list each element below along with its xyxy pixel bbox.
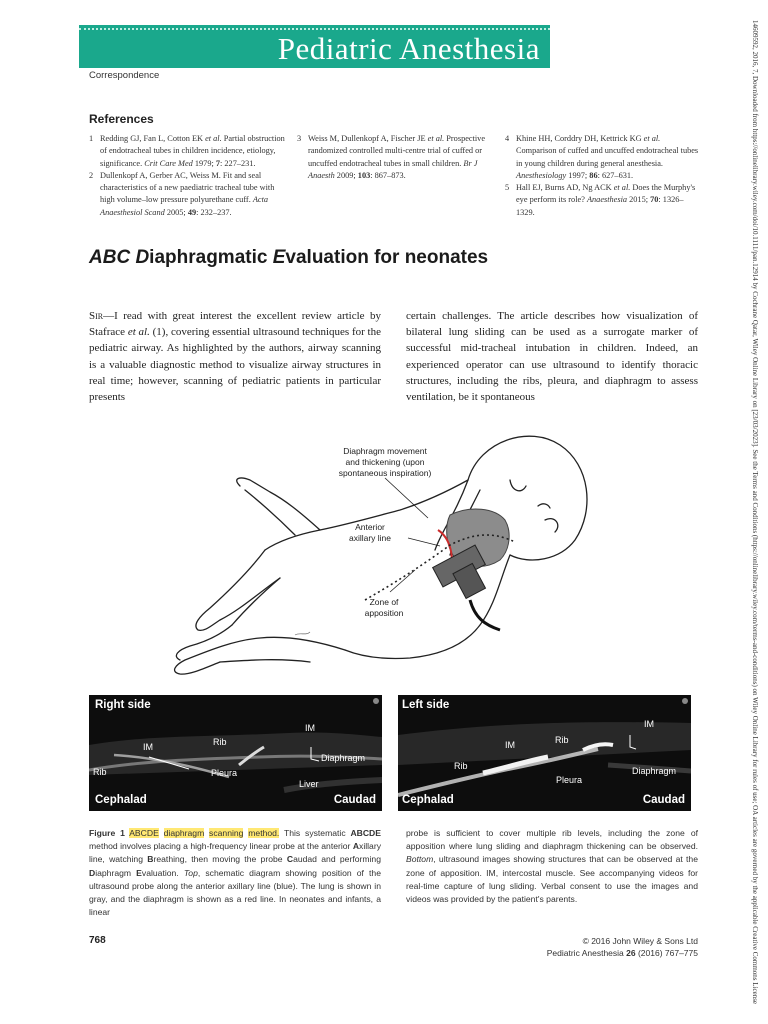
label-diaphragm-movement: Diaphragm movement — [343, 446, 427, 456]
journal-masthead — [79, 25, 550, 68]
body-column-1: Sir—I read with great interest the excellent review article by Stafrace et al. (1), covering essential ultrasound techniques for the pediatric airway. As highlighted by the authors, airway scanning is a valuable diagnostic method to visualize airway structures in real time; however, scanning of pediatric patients in particular presents — [89, 310, 381, 404]
journal-title: Pediatric Anesthesia — [277, 31, 540, 66]
masthead-dots — [79, 28, 550, 30]
illustrator-signature — [295, 632, 310, 635]
article-title: ABC Diaphragmatic Evaluation for neonates — [89, 247, 489, 268]
us-label-im: IM — [644, 719, 654, 729]
infant-schematic — [150, 420, 595, 682]
us-caudad-label: Caudad — [333, 794, 376, 806]
label-anterior-axillary: Anterior — [355, 522, 385, 532]
label-zone-of-apposition-2: apposition — [364, 608, 404, 618]
us-label-im: IM — [505, 740, 515, 750]
infant-diagram — [150, 420, 595, 682]
us-label-diaphragm: Diaphragm — [632, 766, 677, 776]
label-diaphragm-movement-3: spontaneous inspiration) — [338, 468, 432, 478]
side-note-text: 14609592, 2016, 7, Downloaded from https://onlinelibrary.wiley.com/doi/10.1111/pan.12914 by Cochrane Qatar, Wiley Online Library on [23/03/2023]. See the Terms and Conditions (https://onlinelibrary.wiley.com/terms-and-conditions) on Wiley Online Library for rules of use; OA articles are governed by the applicable Creative Commons License — [751, 20, 759, 1005]
reference-item: 3 Weiss M, Dullenkopf A, Fischer JE et al. Prospective randomized controlled multi-centre trial of cuffed or uncuffed endotracheal tubes in small children. Br J Anaesth 2009; 103: 867–873. — [297, 134, 486, 180]
references-col-1 — [89, 133, 285, 219]
label-zone-of-apposition: Zone of — [369, 597, 399, 607]
section-label: Correspondence — [89, 70, 160, 81]
us-cephalad-label: Cephalad — [95, 794, 147, 806]
reference-item: 1 Redding GJ, Fan L, Cotton EK et al. Partial obstruction of endotracheal tubes in children incidence, etiology, significance. Crit Care Med 1979; 7: 227–231. — [89, 134, 285, 168]
reference-item: 4 Khine HH, Corddry DH, Kettrick KG et al. Comparison of cuffed and uncuffed endotracheal tubes in young children during general anesthesia. Anesthesiology 1997; 86: 627–631. — [505, 134, 699, 180]
references-col-3 — [505, 133, 701, 219]
us-label-liver: Liver — [299, 779, 319, 789]
references-heading: References — [89, 112, 154, 126]
us-label-rib: Rib — [93, 767, 107, 777]
us-label-im: IM — [305, 723, 315, 733]
us-cephalad-label: Cephalad — [402, 794, 454, 806]
references-col-2 — [297, 133, 493, 182]
ultrasound-left-side — [398, 695, 691, 811]
us-label-rib: Rib — [213, 737, 227, 747]
us-label-im: IM — [143, 742, 153, 752]
us-side-label: Right side — [95, 699, 151, 711]
footer-right — [470, 935, 698, 959]
ultrasound-right-side — [89, 695, 382, 811]
us-label-pleura: Pleura — [211, 768, 238, 778]
us-label-diaphragm: Diaphragm — [321, 753, 366, 763]
us-side-label: Left side — [402, 699, 450, 711]
reference-item: 2 Dullenkopf A, Gerber AC, Weiss M. Fit and seal characteristics of a new paediatric tracheal tube with high volume–low pressure polyurethane cuff. Acta Anaesthesiol Scand 2005; 49: 232–237. — [89, 170, 275, 217]
us-caudad-label: Caudad — [642, 794, 685, 806]
us-label-pleura: Pleura — [556, 775, 583, 785]
figure-caption-col-1: Figure 1 ABCDE diaphragm scanning method. This systematic ABCDE method involves placing a high-frequency linear probe at the anterior Axillary line, watching Breathing, then moving the probe Caudad and performing Diaphragm Evaluation. Top, schematic diagram showing position of the ultrasound probe along the anterior axillary line (blue). The lung is shown in gray, and the diaphragm is shown as a red line. In neonates and infants, a linear — [89, 828, 381, 918]
reference-item: 5 Hall EJ, Burns AD, Ng ACK et al. Does the Murphy's eye perform its role? Anaesthesia 2015; 70: 1326–1329. — [505, 183, 696, 217]
citation: Pediatric Anesthesia 26 (2016) 767–775 — [546, 948, 698, 958]
label-diaphragm-movement-2: and thickening (upon — [345, 457, 425, 467]
us-label-rib: Rib — [454, 761, 468, 771]
download-side-note — [746, 20, 762, 1010]
us-label-rib: Rib — [555, 735, 569, 745]
body-column-2: certain challenges. The article describes how visualization of bilateral lung sliding can be used as a surrogate marker of successful mid-tracheal intubation in children. Indeed, an experienced operator can use ultrasound to identify thoracic structures, including the ribs, pleura, and diaphragm to assess ventilation, be it spontaneous — [406, 310, 698, 404]
copyright: © 2016 John Wiley & Sons Ltd — [582, 936, 698, 946]
label-anterior-axillary-2: axillary line — [348, 533, 392, 543]
page-number: 768 — [89, 935, 106, 946]
figure-caption-col-2: probe is sufficient to cover multiple rib levels, including the zone of apposition where lung sliding and diaphragm thickening can be observed. Bottom, ultrasound images showing structures that can be observed at the zone of apposition. IM, intercostal muscle. See accompanying videos for real-time capture of lung sliding. Verbal consent to use the images and videos was provided by the patient's parents. — [406, 828, 698, 905]
